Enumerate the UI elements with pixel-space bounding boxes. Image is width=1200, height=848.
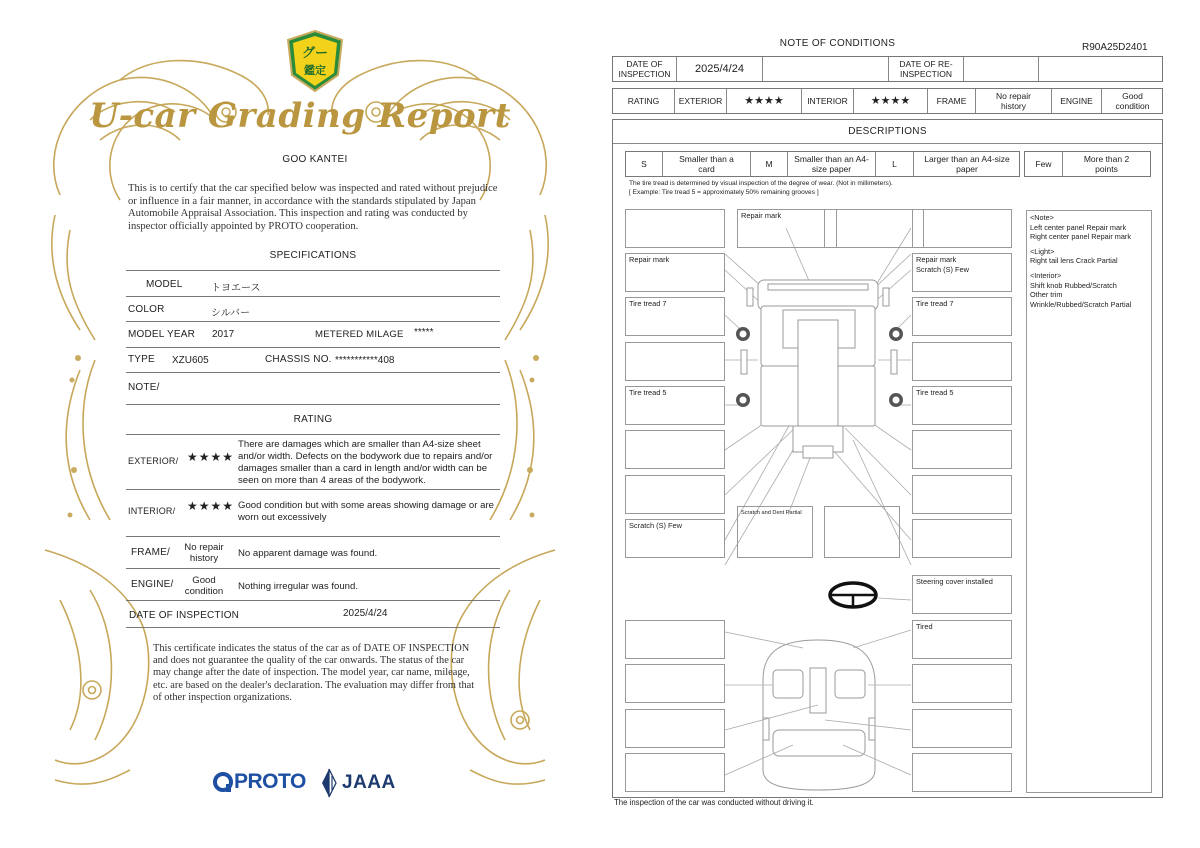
- chassis-value: ***********408: [335, 355, 395, 366]
- engine-label: ENGINE/: [131, 579, 174, 590]
- date-of-inspection-label: DATE OF INSPECTION: [129, 610, 240, 621]
- divider: [126, 489, 500, 490]
- interior-label: INTERIOR/: [128, 506, 176, 516]
- divider: [126, 568, 500, 569]
- color-label: COLOR: [128, 304, 165, 315]
- divider: [126, 270, 500, 271]
- notes-panel: [1026, 210, 1152, 793]
- interior-label: INTERIOR: [802, 89, 854, 113]
- tread-note-line2: [ Example: Tire tread 5 = approximately 50% remaining grooves ]: [629, 188, 819, 196]
- frame-label: FRAME: [928, 89, 976, 113]
- exterior-description: There are damages which are smaller than A4-size sheet and/or width. Defects on the bodywork due to repairs and/or damages smaller than a card in length and/or width can be seen on more than 4 areas of the bodywork.: [238, 439, 493, 486]
- part-box-steering: Steering cover installed: [912, 575, 1012, 614]
- color-value: シルバー: [211, 308, 251, 319]
- divider: [126, 347, 500, 348]
- light-heading: <Light>: [1030, 246, 1055, 256]
- certificate-intro: This is to certify that the car specified below was inspected and rated without prejudice or influence in a fair manner, in accordance with the standards stipulated by Japan Automobile Appraisal Association. This inspection and rating was conducted by inspector officially appointed by PROTO cooperation.: [128, 183, 498, 232]
- part-box-bottom-center: Scratch and Dent Partial: [737, 506, 813, 558]
- exterior-stars: ★★★★: [187, 450, 235, 464]
- divider: [126, 372, 500, 373]
- reinspection-value: [964, 57, 1039, 81]
- exterior-label: EXTERIOR/: [128, 456, 179, 466]
- goo-kantei-badge-icon: [286, 30, 344, 92]
- interior-item: Shift knob Rubbed/Scratch: [1030, 280, 1117, 290]
- date-value: 2025/4/24: [677, 57, 763, 81]
- legend-l: L: [876, 152, 914, 176]
- engine-value: Good condition: [184, 575, 224, 597]
- legend-m: M: [751, 152, 788, 176]
- tread-note-line1: The tire tread is determined by visual inspection of the degree of wear. (Not in millimeters).: [629, 180, 893, 187]
- part-box-left-5: Tire tread 5: [625, 386, 725, 425]
- interior-item: Wrinkle/Rubbed/Scratch Partial: [1030, 299, 1132, 309]
- chassis-label: CHASSIS NO.: [265, 354, 332, 365]
- part-box: [912, 519, 1012, 558]
- date-label: DATE OF INSPECTION: [613, 57, 677, 81]
- note-of-conditions: [610, 30, 1165, 820]
- part-box-tired: Tired: [912, 620, 1012, 659]
- proto-logo-icon: [212, 770, 234, 794]
- part-box-right-3: Tire tread 7: [912, 297, 1012, 336]
- part-box-top-center: Repair mark: [737, 209, 837, 248]
- part-box: [625, 342, 725, 381]
- reinspection-blank: [1039, 57, 1163, 81]
- descriptions-heading: DESCRIPTIONS: [613, 120, 1162, 144]
- part-box: [912, 209, 1012, 248]
- interior-item: Other trim: [1030, 290, 1063, 300]
- engine-label: ENGINE: [1052, 89, 1102, 113]
- logo-row: [212, 768, 412, 800]
- frame-value: No repair history: [976, 89, 1052, 113]
- legend-s-desc: Smaller than a card: [663, 152, 751, 176]
- part-box: [912, 753, 1012, 792]
- divider: [126, 296, 500, 297]
- legend-l-desc: Larger than an A4-size paper: [924, 154, 1010, 174]
- proto-logo: PROTO: [234, 770, 306, 793]
- divider: [126, 404, 500, 405]
- mileage-label: METERED MILAGE: [315, 329, 404, 340]
- light-item: Right tail lens Crack Partial: [1030, 256, 1118, 266]
- frame-label: FRAME/: [131, 547, 170, 558]
- part-box: [912, 430, 1012, 469]
- descriptions-panel: [612, 119, 1163, 798]
- reinspection-label: DATE OF RE-INSPECTION: [889, 57, 964, 81]
- model-label: MODEL: [146, 279, 183, 290]
- engine-value: Good condition: [1115, 91, 1150, 111]
- rating-row: [612, 88, 1163, 114]
- part-box-bottom-left: Scratch (S) Few: [625, 519, 725, 558]
- certificate-subtitle: GOO KANTEI: [282, 154, 348, 165]
- interior-stars: ★★★★: [187, 499, 235, 513]
- part-box: [625, 209, 725, 248]
- part-box: [912, 709, 1012, 748]
- note-heading: <Note>: [1030, 213, 1054, 222]
- part-box: [625, 620, 725, 659]
- jaaa-logo: JAAA: [342, 772, 396, 793]
- date-blank: [763, 57, 889, 81]
- part-box: [912, 342, 1012, 381]
- frame-description: No apparent damage was found.: [238, 548, 378, 559]
- note-item: Right center panel Repair mark: [1030, 232, 1131, 242]
- noc-code: R90A25D2401: [1082, 42, 1148, 53]
- divider: [126, 627, 500, 628]
- jaaa-logo-icon: [318, 768, 340, 798]
- badge-line1: グー: [301, 46, 329, 61]
- frame-value: No repair history: [184, 542, 224, 564]
- part-box: [625, 430, 725, 469]
- legend-few-desc: More than 2 points: [1083, 154, 1130, 174]
- rating-label: RATING: [613, 89, 675, 113]
- badge-line2: 鑑定: [304, 64, 326, 77]
- divider: [126, 434, 500, 435]
- part-box-right-5: Tire tread 5: [912, 386, 1012, 425]
- part-box: [824, 209, 924, 248]
- noc-title: NOTE OF CONDITIONS: [779, 38, 896, 49]
- interior-stars: ★★★★: [854, 89, 928, 113]
- rating-heading: RATING: [293, 414, 333, 425]
- exterior-stars: ★★★★: [727, 89, 802, 113]
- certificate-footnote: This certificate indicates the status of the car as of DATE OF INSPECTION and does not guarantee the quality of the car onwards. The status of the car may change after the date of inspection. The model year, car name, mileage, etc. are based on the dealer's declaration. The evaluation may differ from that of other inspection organizations.: [153, 643, 475, 703]
- legend-s: S: [626, 152, 663, 176]
- legend-m-desc: Smaller than an A4-size paper: [788, 152, 876, 176]
- engine-description: Nothing irregular was found.: [238, 581, 358, 592]
- certificate-title: U-car Grading Report: [89, 96, 511, 136]
- part-box-right-2: Repair mark Scratch (S) Few: [912, 253, 1012, 292]
- model-year-value: 2017: [212, 329, 235, 340]
- part-box: [912, 664, 1012, 703]
- divider: [126, 321, 500, 322]
- date-of-inspection-value: 2025/4/24: [343, 608, 388, 619]
- specifications-heading: SPECIFICATIONS: [269, 250, 357, 261]
- driving-note: The inspection of the car was conducted without driving it.: [614, 798, 814, 807]
- mileage-value: *****: [414, 327, 434, 338]
- part-box: [625, 709, 725, 748]
- note-label: NOTE/: [128, 382, 160, 393]
- type-label: TYPE: [128, 354, 155, 365]
- interior-description: Good condition but with some areas showing damage or are worn out excessively: [238, 500, 494, 523]
- exterior-label: EXTERIOR: [675, 89, 727, 113]
- part-box: [625, 475, 725, 514]
- type-value: XZU605: [172, 355, 209, 366]
- few-legend: [1024, 151, 1151, 177]
- part-box: [625, 664, 725, 703]
- part-box: [912, 475, 1012, 514]
- legend-few: Few: [1025, 152, 1063, 176]
- part-box-left-3: Tire tread 7: [625, 297, 725, 336]
- divider: [126, 600, 500, 601]
- model-value: トヨエース: [211, 283, 261, 294]
- part-box: [824, 506, 900, 558]
- part-box-left-2: Repair mark: [625, 253, 725, 292]
- note-item: Left center panel Repair mark: [1030, 222, 1127, 232]
- part-box: [625, 753, 725, 792]
- model-year-label: MODEL YEAR: [128, 329, 196, 340]
- date-row: [612, 56, 1163, 82]
- interior-heading: <Interior>: [1030, 270, 1062, 280]
- divider: [126, 536, 500, 537]
